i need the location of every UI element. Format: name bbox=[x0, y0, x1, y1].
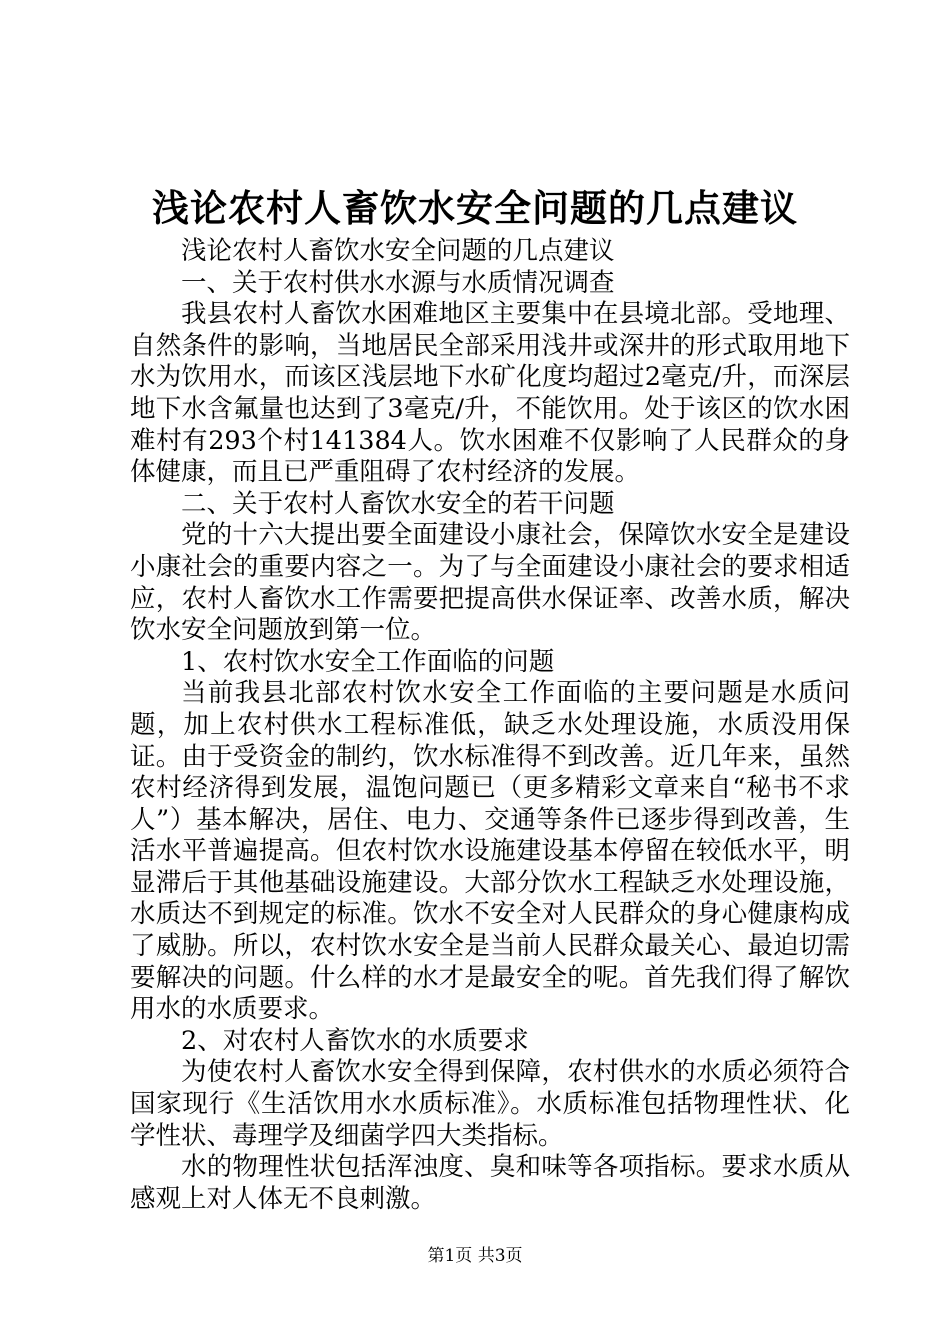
page-footer: 第1页 共3页 bbox=[427, 1246, 523, 1266]
document-body bbox=[130, 236, 850, 1215]
paragraph-subtitle: 浅论农村人畜饮水安全问题的几点建议 bbox=[181, 236, 615, 266]
subsection-heading-1: 1、农村饮水安全工作面临的问题 bbox=[181, 646, 555, 677]
section-heading-2: 二、关于农村人畜饮水安全的若干问题 bbox=[181, 488, 615, 519]
subsection-heading-2: 2、对农村人畜饮水的水质要求 bbox=[181, 1025, 529, 1056]
document-title: 浅论农村人畜饮水安全问题的几点建议 bbox=[152, 186, 798, 230]
paragraph-quality-standard: 为使农村人畜饮水安全得到保障，农村供水的水质必须符合国家现行《生活饮用水水质标准》。水质标准包括物理性状、化学性状、毒理学及细菌学四大类指标。 bbox=[130, 1057, 850, 1151]
paragraph-physical-properties: 水的物理性状包括浑浊度、臭和味等各项指标。要求水质从感观上对人体无不良刺激。 bbox=[130, 1152, 850, 1214]
paragraph-water-source: 我县农村人畜饮水困难地区主要集中在县境北部。受地理、自然条件的影响，当地居民全部采用浅井或深井的形式取用地下水为饮用水，而该区浅层地下水矿化度均超过2毫克/升，而深层地下水含氟量也达到了3毫克/升，不能饮用。处于该区的饮水困难村有293个村141384人。饮水困难不仅影响了人民群众的身体健康，而且已严重阻碍了农村经济的发展。 bbox=[130, 299, 850, 488]
section-heading-1: 一、关于农村供水水源与水质情况调查 bbox=[181, 267, 615, 298]
paragraph-xiaokang: 党的十六大提出要全面建设小康社会，保障饮水安全是建设小康社会的重要内容之一。为了与全面建设小康社会的要求相适应，农村人畜饮水工作需要把提高供水保证率、改善水质，解决饮水安全问题放到第一位。 bbox=[130, 520, 850, 646]
paragraph-problems: 当前我县北部农村饮水安全工作面临的主要问题是水质问题，加上农村供水工程标准低，缺乏水处理设施，水质没用保证。由于受资金的制约，饮水标准得不到改善。近几年来，虽然农村经济得到发展，温饱问题已（更多精彩文章来自“秘书不求人”）基本解决，居住、电力、交通等条件已逐步得到改善，生活水平普遍提高。但农村饮水设施建设基本停留在较低水平，明显滞后于其他基础设施建设。大部分饮水工程缺乏水处理设施，水质达不到规定的标准。饮水不安全对人民群众的身心健康构成了威胁。所以，农村饮水安全是当前人民群众最关心、最迫切需要解决的问题。什么样的水才是最安全的呢。首先我们得了解饮用水的水质要求。 bbox=[130, 678, 850, 1025]
